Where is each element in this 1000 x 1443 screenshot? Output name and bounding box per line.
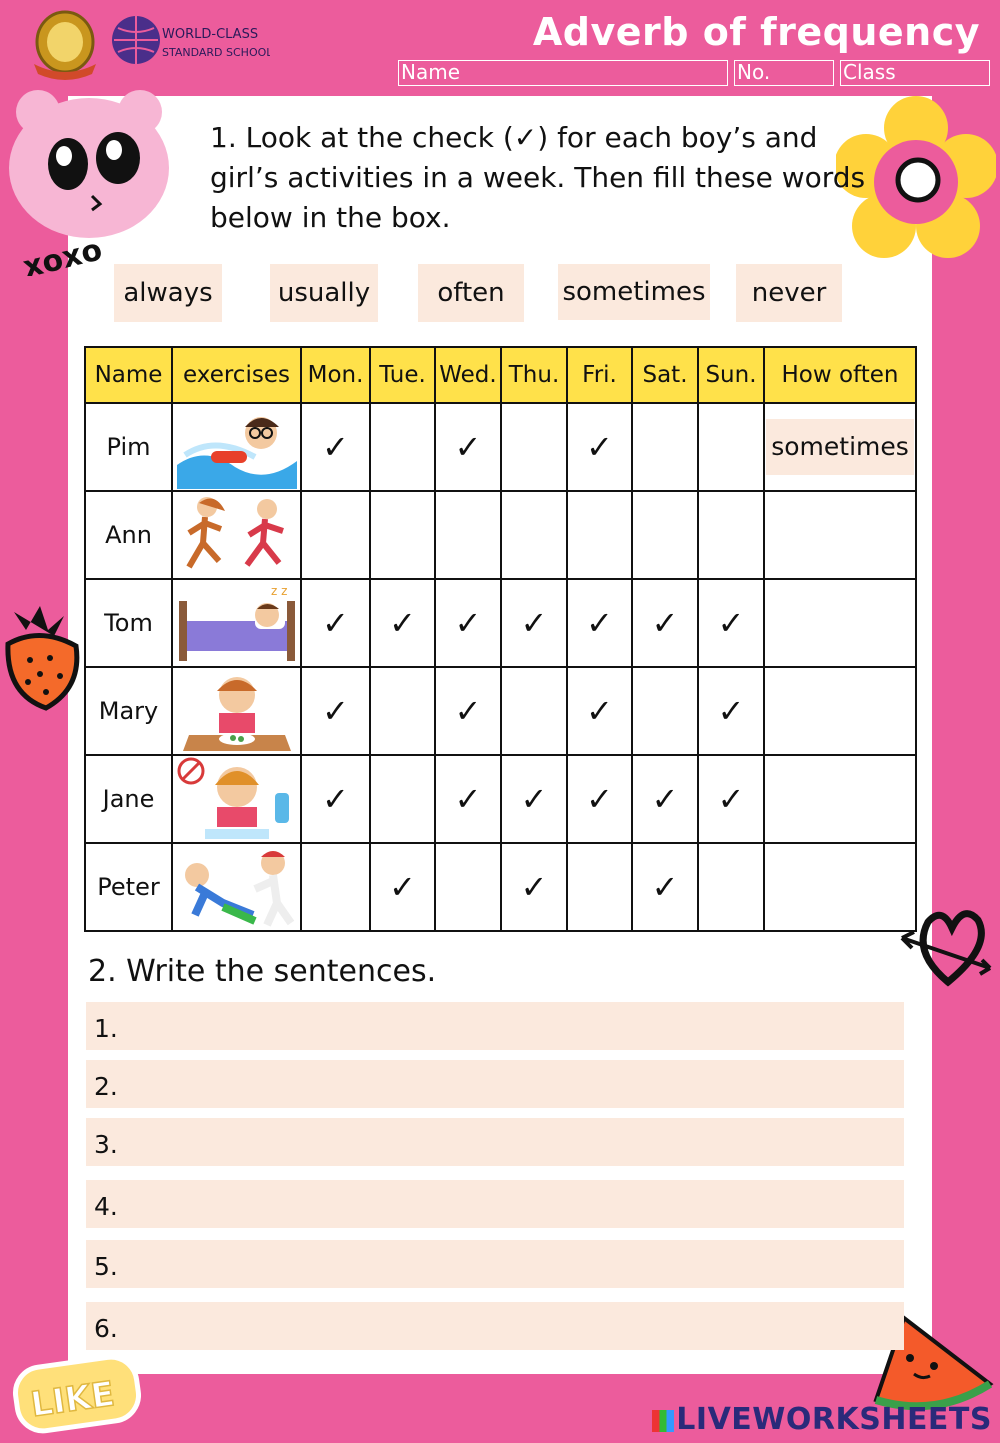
check-mark-icon: ✓	[454, 691, 482, 730]
table-row	[85, 755, 916, 843]
check-cell-mon	[301, 579, 370, 667]
check-cell-sun	[698, 755, 764, 843]
header-fri: Fri.	[567, 347, 632, 403]
word-chip-often[interactable]: often	[418, 264, 524, 322]
check-cell-thu	[501, 755, 567, 843]
check-cell-tue	[370, 491, 435, 579]
check-cell-fri	[567, 843, 632, 931]
check-cell-tue	[370, 579, 435, 667]
table-row	[85, 403, 916, 491]
world-class-school-logo	[110, 12, 270, 68]
table-header-row	[85, 347, 916, 403]
how-often-cell[interactable]	[764, 403, 916, 491]
like-sticker-icon	[12, 1354, 142, 1438]
check-cell-thu	[501, 403, 567, 491]
check-cell-sat	[632, 843, 698, 931]
check-cell-tue	[370, 403, 435, 491]
check-cell-thu	[501, 579, 567, 667]
check-cell-sat	[632, 755, 698, 843]
table-row	[85, 667, 916, 755]
header-thu: Thu.	[501, 347, 567, 403]
handwashing-icon	[173, 757, 300, 841]
check-mark-icon: ✓	[322, 691, 349, 730]
check-mark-icon: ✓	[322, 427, 349, 466]
how-often-cell[interactable]	[764, 491, 916, 579]
instruction-part2: 2. Write the sentences.	[88, 954, 437, 989]
sentence-line-2[interactable]: 2.	[86, 1060, 904, 1108]
sleeping-icon	[173, 581, 300, 665]
row-exercise-picture	[172, 403, 301, 491]
header-tue: Tue.	[370, 347, 435, 403]
check-mark-icon: ✓	[717, 779, 745, 818]
how-often-cell[interactable]	[764, 755, 916, 843]
check-mark-icon: ✓	[322, 779, 349, 818]
page-title: Adverb of frequency	[532, 10, 980, 54]
check-cell-sun	[698, 667, 764, 755]
check-mark-icon: ✓	[454, 427, 482, 466]
header-exercises: exercises	[172, 347, 301, 403]
check-cell-mon	[301, 403, 370, 491]
logo-text-line1: WORLD-CLASS	[162, 27, 259, 42]
row-name: Pim	[85, 403, 172, 491]
check-cell-wed	[435, 491, 501, 579]
like-text: LIKE	[28, 1374, 118, 1426]
header-wed: Wed.	[435, 347, 501, 403]
check-mark-icon: ✓	[651, 603, 679, 642]
row-name: Tom	[85, 579, 172, 667]
logo-text-line2: STANDARD SCHOOL	[162, 46, 270, 59]
check-cell-tue	[370, 755, 435, 843]
check-cell-fri	[567, 491, 632, 579]
bear-sticker-icon	[4, 86, 174, 280]
check-mark-icon: ✓	[389, 603, 416, 642]
header-how-often: How often	[764, 347, 916, 403]
fighting-icon	[173, 845, 300, 929]
row-exercise-picture	[172, 579, 301, 667]
row-name: Mary	[85, 667, 172, 755]
check-cell-mon	[301, 843, 370, 931]
check-cell-wed	[435, 403, 501, 491]
check-cell-wed	[435, 755, 501, 843]
check-cell-sun	[698, 403, 764, 491]
check-cell-wed	[435, 843, 501, 931]
check-mark-icon: ✓	[520, 867, 548, 906]
check-cell-thu	[501, 667, 567, 755]
check-cell-wed	[435, 667, 501, 755]
check-cell-thu	[501, 843, 567, 931]
check-cell-wed	[435, 579, 501, 667]
check-mark-icon: ✓	[717, 691, 745, 730]
check-cell-mon	[301, 667, 370, 755]
activity-table	[84, 346, 917, 932]
sentence-line-4[interactable]: 4.	[86, 1180, 904, 1228]
school-seal-logo	[26, 8, 104, 80]
liveworksheets-mark-icon	[652, 1410, 674, 1432]
how-often-cell[interactable]	[764, 843, 916, 931]
check-cell-sun	[698, 843, 764, 931]
check-cell-fri	[567, 403, 632, 491]
check-cell-sat	[632, 579, 698, 667]
check-cell-sun	[698, 491, 764, 579]
check-cell-sat	[632, 667, 698, 755]
check-cell-sun	[698, 579, 764, 667]
check-mark-icon: ✓	[717, 603, 745, 642]
table-row	[85, 843, 916, 931]
word-chip-never[interactable]: never	[736, 264, 842, 322]
check-cell-mon	[301, 755, 370, 843]
check-mark-icon: ✓	[586, 779, 613, 818]
check-mark-icon: ✓	[586, 427, 613, 466]
row-exercise-picture	[172, 843, 301, 931]
check-cell-tue	[370, 843, 435, 931]
name-field[interactable]: Name	[398, 60, 728, 86]
swimming-icon	[173, 405, 300, 489]
check-cell-fri	[567, 579, 632, 667]
row-exercise-picture	[172, 491, 301, 579]
liveworksheets-brand-text: LIVEWORKSHEETS	[676, 1402, 992, 1437]
check-cell-fri	[567, 755, 632, 843]
check-mark-icon: ✓	[520, 779, 548, 818]
check-mark-icon: ✓	[651, 867, 679, 906]
header-mon: Mon.	[301, 347, 370, 403]
instruction-part1: 1. Look at the check (✓) for each boy’s and girl’s activities in a week. Then fill these words below in the box.	[210, 121, 866, 234]
check-cell-mon	[301, 491, 370, 579]
check-cell-sat	[632, 403, 698, 491]
sentence-line-3[interactable]: 3.	[86, 1118, 904, 1166]
word-chip-always[interactable]: always	[114, 264, 222, 322]
check-mark-icon: ✓	[520, 603, 548, 642]
row-name: Jane	[85, 755, 172, 843]
check-mark-icon: ✓	[322, 603, 349, 642]
how-often-answer[interactable]: sometimes	[766, 419, 914, 475]
how-often-cell[interactable]	[764, 579, 916, 667]
row-name: Ann	[85, 491, 172, 579]
header-sun: Sun.	[698, 347, 764, 403]
row-name: Peter	[85, 843, 172, 931]
how-often-cell[interactable]	[764, 667, 916, 755]
sentence-line-6[interactable]: 6.	[86, 1302, 904, 1350]
check-mark-icon: ✓	[586, 603, 613, 642]
check-mark-icon: ✓	[586, 691, 613, 730]
sentence-line-1[interactable]: 1.	[86, 1002, 904, 1050]
xoxo-text: xoxo	[19, 232, 106, 276]
svg-text:z z: z z	[270, 584, 287, 598]
table-row	[85, 491, 916, 579]
eating-icon	[173, 669, 300, 753]
header-sat: Sat.	[632, 347, 698, 403]
liveworksheets-logo	[652, 1402, 992, 1437]
check-cell-sat	[632, 491, 698, 579]
check-cell-tue	[370, 667, 435, 755]
check-mark-icon: ✓	[454, 603, 482, 642]
check-mark-icon: ✓	[389, 867, 416, 906]
check-cell-thu	[501, 491, 567, 579]
header-name: Name	[85, 347, 172, 403]
class-field[interactable]: Class	[840, 60, 990, 86]
strawberry-sticker-icon	[0, 602, 84, 716]
row-exercise-picture	[172, 667, 301, 755]
check-cell-fri	[567, 667, 632, 755]
row-exercise-picture	[172, 755, 301, 843]
word-chip-sometimes[interactable]: sometimes	[558, 264, 710, 320]
number-field[interactable]: No.	[734, 60, 834, 86]
check-mark-icon: ✓	[454, 779, 482, 818]
check-mark-icon: ✓	[651, 779, 679, 818]
table-row	[85, 579, 916, 667]
word-chip-usually[interactable]: usually	[270, 264, 378, 322]
running-icon	[173, 493, 300, 577]
sentence-line-5[interactable]: 5.	[86, 1240, 904, 1288]
